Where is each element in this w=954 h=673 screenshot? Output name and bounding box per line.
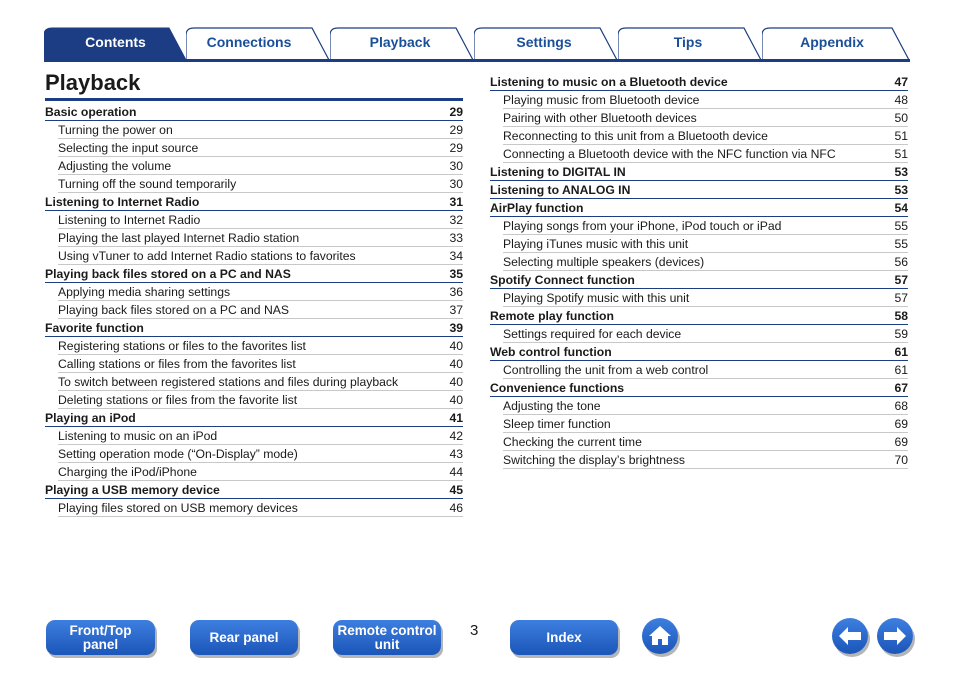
toc-entry-title: Registering stations or files to the favorites list xyxy=(58,339,306,353)
toc-entry[interactable] xyxy=(45,391,463,409)
toc-entry-title: Turning off the sound temporarily xyxy=(58,177,237,191)
toc-entry-page: 43 xyxy=(449,447,463,461)
tab-playback[interactable] xyxy=(330,27,474,61)
toc-entry-page: 59 xyxy=(894,327,908,341)
toc-right-column xyxy=(490,73,908,469)
tab-tips[interactable] xyxy=(618,27,762,61)
forward-button[interactable] xyxy=(877,618,913,654)
toc-entry-page: 37 xyxy=(449,303,463,317)
toc-entry-page: 53 xyxy=(894,183,908,197)
toc-entry-title: Playing music from Bluetooth device xyxy=(503,93,700,107)
toc-entry[interactable] xyxy=(45,355,463,373)
toc-entry-title: AirPlay function xyxy=(490,201,584,215)
toc-entry-title: Selecting the input source xyxy=(58,141,199,155)
toc-entry[interactable] xyxy=(490,127,908,145)
toc-entry[interactable] xyxy=(490,217,908,235)
toc-entry-page: 45 xyxy=(449,483,463,497)
arrow-right-icon xyxy=(877,618,913,654)
tab-connections[interactable] xyxy=(186,27,330,61)
toc-entry[interactable] xyxy=(490,415,908,433)
page-title: Playback xyxy=(45,70,141,95)
toc-entry-page: 55 xyxy=(894,219,908,233)
toc-entry[interactable] xyxy=(45,427,463,445)
toc-entry[interactable] xyxy=(490,109,908,127)
toc-entry-page: 29 xyxy=(449,123,463,137)
toc-entry-title: Listening to Internet Radio xyxy=(58,213,201,227)
home-icon xyxy=(642,618,678,654)
toc-section-heading[interactable] xyxy=(45,481,463,499)
toc-section-heading[interactable] xyxy=(45,409,463,427)
toc-entry-page: 47 xyxy=(894,75,908,89)
toc-section-heading[interactable] xyxy=(490,163,908,181)
title-rule xyxy=(45,98,463,101)
toc-entry-page: 30 xyxy=(449,159,463,173)
toc-entry-title: Turning the power on xyxy=(58,123,173,137)
tab-baseline xyxy=(44,59,910,62)
toc-entry-page: 40 xyxy=(449,375,463,389)
toc-entry-title: Calling stations or files from the favorites list xyxy=(58,357,296,371)
toc-entry-title: Playing an iPod xyxy=(45,411,136,425)
toc-entry[interactable] xyxy=(45,373,463,391)
front-top-panel-button[interactable] xyxy=(46,620,155,655)
toc-entry-title: Pairing with other Bluetooth devices xyxy=(503,111,697,125)
toc-entry-title: Controlling the unit from a web control xyxy=(503,363,709,377)
toc-entry-title: Adjusting the tone xyxy=(503,399,601,413)
toc-entry[interactable] xyxy=(490,433,908,451)
toc-entry[interactable] xyxy=(490,361,908,379)
toc-section-heading[interactable] xyxy=(490,379,908,397)
toc-entry-title: Favorite function xyxy=(45,321,144,335)
toc-entry-title: Checking the current time xyxy=(503,435,642,449)
toc-entry-page: 31 xyxy=(449,195,463,209)
tab-settings[interactable] xyxy=(474,27,618,61)
toc-entry-page: 56 xyxy=(894,255,908,269)
tab-bar xyxy=(44,27,910,61)
toc-entry-title: Selecting multiple speakers (devices) xyxy=(503,255,705,269)
toc-section-heading[interactable] xyxy=(490,271,908,289)
page-number: 3 xyxy=(470,622,479,639)
toc-entry-page: 29 xyxy=(449,105,463,119)
toc-entry-page: 55 xyxy=(894,237,908,251)
toc-entry-page: 46 xyxy=(449,501,463,515)
toc-entry-title: Spotify Connect function xyxy=(490,273,635,287)
toc-entry[interactable] xyxy=(45,463,463,481)
toc-entry-title: Adjusting the volume xyxy=(58,159,172,173)
toc-entry[interactable] xyxy=(45,121,463,139)
toc-entry[interactable] xyxy=(45,211,463,229)
toc-entry-page: 69 xyxy=(894,417,908,431)
toc-entry-title: Basic operation xyxy=(45,105,137,119)
toc-entry[interactable] xyxy=(45,445,463,463)
toc-section-heading[interactable] xyxy=(490,343,908,361)
toc-entry-page: 39 xyxy=(449,321,463,335)
toc-entry[interactable] xyxy=(490,325,908,343)
toc-entry-page: 40 xyxy=(449,357,463,371)
toc-entry-page: 54 xyxy=(894,201,908,215)
toc-entry[interactable] xyxy=(45,229,463,247)
home-button[interactable] xyxy=(642,618,678,654)
toc-entry-title: Web control function xyxy=(490,345,612,359)
toc-entry-page: 41 xyxy=(449,411,463,425)
toc-entry-title: Listening to music on an iPod xyxy=(58,429,218,443)
remote-control-unit-button[interactable] xyxy=(333,620,441,655)
toc-entry-title: Playing iTunes music with this unit xyxy=(503,237,689,251)
toc-entry-page: 53 xyxy=(894,165,908,179)
toc-section-heading[interactable] xyxy=(490,307,908,325)
toc-entry-title: Charging the iPod/iPhone xyxy=(58,465,197,479)
toc-entry[interactable] xyxy=(490,253,908,271)
toc-entry-page: 57 xyxy=(894,291,908,305)
index-button[interactable] xyxy=(510,620,618,655)
toc-entry-page: 50 xyxy=(894,111,908,125)
toc-entry[interactable] xyxy=(490,289,908,307)
toc-entry-page: 40 xyxy=(449,393,463,407)
toc-entry-title: Listening to music on a Bluetooth device xyxy=(490,75,728,89)
toc-entry-page: 34 xyxy=(449,249,463,263)
toc-section-heading[interactable] xyxy=(45,319,463,337)
button-label: Index xyxy=(546,629,582,645)
toc-entry-page: 42 xyxy=(449,429,463,443)
toc-entry-page: 70 xyxy=(894,453,908,467)
tab-label: Contents xyxy=(85,34,146,50)
toc-entry-page: 69 xyxy=(894,435,908,449)
toc-entry-title: Listening to DIGITAL IN xyxy=(490,165,626,179)
toc-entry-page: 61 xyxy=(894,363,908,377)
toc-entry-page: 57 xyxy=(894,273,908,287)
toc-entry[interactable] xyxy=(45,175,463,193)
toc-entry[interactable] xyxy=(490,235,908,253)
toc-entry-title: Playing a USB memory device xyxy=(45,483,220,497)
toc-entry-title: Switching the display’s brightness xyxy=(503,453,686,467)
tab-label: Playback xyxy=(369,34,431,50)
toc-entry-page: 32 xyxy=(449,213,463,227)
toc-entry-page: 40 xyxy=(449,339,463,353)
toc-entry-page: 61 xyxy=(894,345,908,359)
toc-entry[interactable] xyxy=(45,283,463,301)
toc-entry-title: Listening to ANALOG IN xyxy=(490,183,631,197)
toc-entry-title: Playing Spotify music with this unit xyxy=(503,291,690,305)
toc-entry[interactable] xyxy=(490,397,908,415)
toc-entry-title: Setting operation mode (“On-Display” mode) xyxy=(58,447,298,461)
toc-entry-title: Playing the last played Internet Radio station xyxy=(58,231,300,245)
toc-entry-title: Playing songs from your iPhone, iPod touch or iPad xyxy=(503,219,782,233)
toc-entry-page: 36 xyxy=(449,285,463,299)
arrow-left-icon xyxy=(832,618,868,654)
tab-label: Appendix xyxy=(800,34,864,50)
toc-entry-title: To switch between registered stations and files during playback xyxy=(58,375,399,389)
toc-entry[interactable] xyxy=(45,301,463,319)
toc-entry[interactable] xyxy=(45,499,463,517)
toc-entry-title: Sleep timer function xyxy=(503,417,611,431)
toc-entry-page: 30 xyxy=(449,177,463,191)
tab-contents[interactable] xyxy=(44,27,187,61)
rear-panel-button[interactable] xyxy=(190,620,298,655)
toc-entry[interactable] xyxy=(45,337,463,355)
toc-entry-title: Connecting a Bluetooth device with the NFC function via NFC xyxy=(503,147,836,161)
toc-entry[interactable] xyxy=(490,91,908,109)
button-label: Front/Top panel xyxy=(69,622,132,652)
toc-section-heading[interactable] xyxy=(490,199,908,217)
button-label: Rear panel xyxy=(209,629,279,645)
toc-entry-title: Convenience functions xyxy=(490,381,625,395)
toc-entry[interactable] xyxy=(45,139,463,157)
toc-entry-title: Remote play function xyxy=(490,309,614,323)
toc-entry-title: Settings required for each device xyxy=(503,327,682,341)
toc-entry-page: 51 xyxy=(894,129,908,143)
toc-entry[interactable] xyxy=(45,247,463,265)
tab-label: Settings xyxy=(516,34,572,50)
toc-section-heading[interactable] xyxy=(45,265,463,283)
toc-entry-title: Playing back files stored on a PC and NAS xyxy=(58,303,290,317)
toc-entry[interactable] xyxy=(45,157,463,175)
toc-entry-page: 67 xyxy=(894,381,908,395)
toc-entry-page: 68 xyxy=(894,399,908,413)
toc-entry-page: 29 xyxy=(449,141,463,155)
toc-entry-page: 48 xyxy=(894,93,908,107)
tab-label: Tips xyxy=(673,34,703,50)
toc-entry-title: Playing back files stored on a PC and NAS xyxy=(45,267,291,281)
toc-entry-page: 35 xyxy=(449,267,463,281)
toc-entry-title: Reconnecting to this unit from a Bluetooth device xyxy=(503,129,768,143)
toc-entry-page: 33 xyxy=(449,231,463,245)
toc-section-heading[interactable] xyxy=(490,181,908,199)
toc-entry-page: 51 xyxy=(894,147,908,161)
toc-entry-page: 44 xyxy=(449,465,463,479)
toc-entry-title: Applying media sharing settings xyxy=(58,285,231,299)
toc-entry-title: Listening to Internet Radio xyxy=(45,195,200,209)
tab-appendix[interactable] xyxy=(762,27,910,61)
toc-entry-page: 58 xyxy=(894,309,908,323)
toc-entry-title: Using vTuner to add Internet Radio stations to favorites xyxy=(58,249,356,263)
toc-entry[interactable] xyxy=(490,451,908,469)
toc-entry-title: Playing files stored on USB memory devices xyxy=(58,501,298,515)
toc-entry[interactable] xyxy=(490,145,908,163)
toc-section-heading[interactable] xyxy=(45,103,463,121)
toc-entry-title: Deleting stations or files from the favorite list xyxy=(58,393,298,407)
tab-label: Connections xyxy=(206,34,292,50)
toc-section-heading[interactable] xyxy=(45,193,463,211)
button-label: Remote control unit xyxy=(337,622,437,652)
toc-section-heading[interactable] xyxy=(490,73,908,91)
back-button[interactable] xyxy=(832,618,868,654)
toc-left-column xyxy=(45,103,463,517)
